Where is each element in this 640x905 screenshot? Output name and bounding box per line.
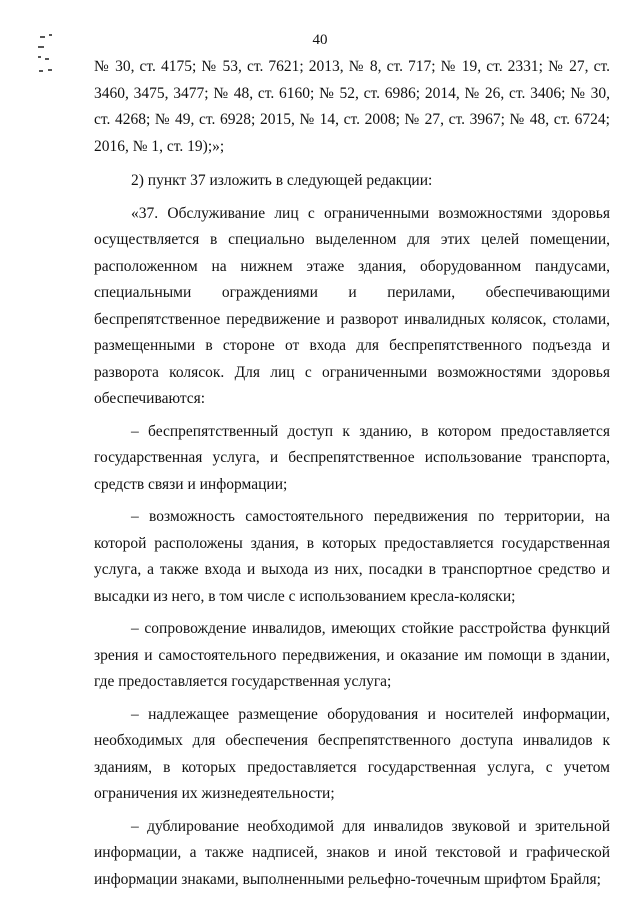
clause-37-bullet-4: – надлежащее размещение оборудования и носителей информации, необходимых для обеспечения беспрепятственного доступа инвалидов к зданиям, в которых предоставляется государственная услуга, с учетом ограничения их жизнедеятельности;: [94, 705, 610, 802]
citation-continuation: № 30, ст. 4175; № 53, ст. 7621; 2013, № 8, ст. 717; № 19, ст. 2331; № 27, ст. 3460, 3475, 3477; № 48, ст. 6160; № 52, ст. 6986; 2014, № 26, ст. 3406; № 30, ст. 4268; № 49, ст. 6928; 2015, № 14, ст. 2008; № 27, ст. 3967; № 48, ст. 6724; 2016, № 1, ст. 19);»;: [94, 58, 610, 155]
document-body: [94, 54, 610, 893]
clause-37-bullet-1: – беспрепятственный доступ к зданию, в котором предоставляется государственная услуга, и беспрепятственное использование транспорта, средств связи и информации;: [94, 422, 610, 493]
item-2-intro: 2) пункт 37 изложить в следующей редакции:: [131, 172, 433, 189]
clause-37-bullet-2: – возможность самостоятельного передвижения по территории, на которой расположены здания, в которых предоставляется государственная услуга, а также входа и выхода из них, посадки в транспортное средство и высадки из него, в том числе с использованием кресла-коляски;: [94, 508, 610, 605]
clause-37-bullet-5: – дублирование необходимой для инвалидов звуковой и зрительной информации, а также надписей, знаков и иной текстовой и графической информации знаками, выполненными рельефно-точечным шрифтом Брайля;: [94, 817, 610, 888]
clause-37-bullet-3: – сопровождение инвалидов, имеющих стойкие расстройства функций зрения и самостоятельного передвижения, и оказание им помощи в здании, где предоставляется государственная услуга;: [94, 620, 610, 690]
page-number: 40: [312, 32, 328, 48]
clause-37-main: «37. Обслуживание лиц с ограниченными возможностями здоровья осуществляется в специально выделенном для этих целей помещении, расположенном на нижнем этаже здания, оборудованном пандусами, специальными ограждениями и перилами, обеспечивающими беспрепятственное передвижение и разворот инвалидных колясок, столами, размещенными в стороне от входа для беспрепятственного подъезда и разворота колясок. Для лиц с ограниченными возможностями здоровья обеспечиваются:: [94, 204, 610, 407]
margin-scan-marks: [36, 34, 56, 78]
